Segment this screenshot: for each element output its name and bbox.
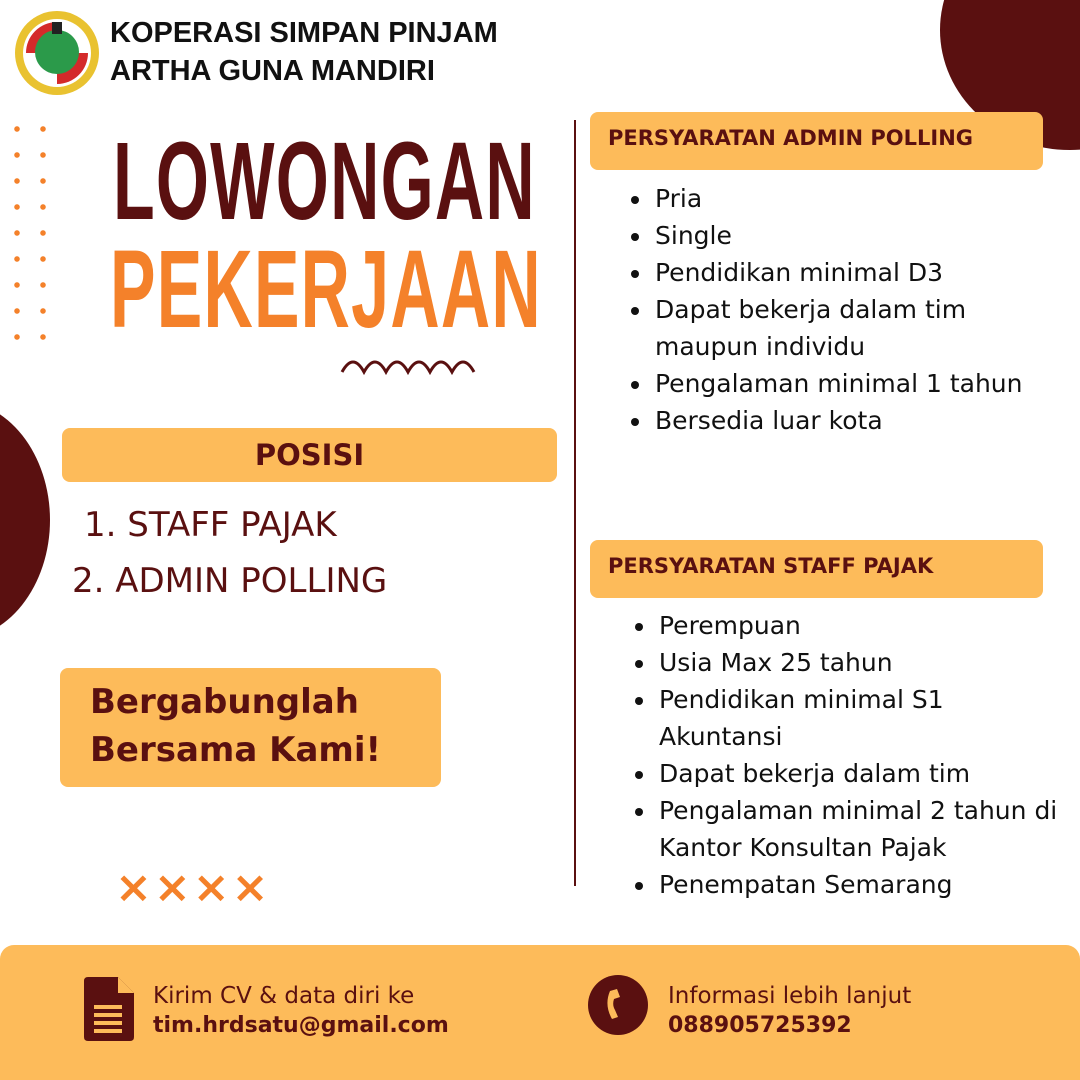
join-us-banner bbox=[60, 668, 441, 787]
req-item: Perempuan bbox=[631, 607, 1076, 644]
posisi-heading: POSISI bbox=[62, 428, 557, 482]
position-item: 1. STAFF PAJAK bbox=[84, 505, 337, 545]
brand-line-1: KOPERASI SIMPAN PINJAM bbox=[110, 17, 498, 49]
cv-label: Kirim CV & data diri ke bbox=[153, 983, 415, 1009]
req-item: Single bbox=[627, 217, 1067, 254]
phone-number[interactable]: 088905725392 bbox=[668, 1013, 852, 1038]
req-item: Dapat bekerja dalam tim maupun individu bbox=[627, 291, 1027, 365]
decor-circle-left bbox=[0, 400, 50, 640]
brand-name bbox=[110, 14, 498, 90]
req-item: Pendidikan minimal S1 Akuntansi bbox=[631, 681, 1011, 755]
crosses-decor: ×××× bbox=[115, 862, 271, 913]
title-pekerjaan: PEKERJAAN bbox=[110, 228, 542, 351]
staff-req-list bbox=[631, 607, 1076, 903]
admin-req-heading: PERSYARATAN ADMIN POLLING bbox=[590, 112, 1043, 170]
req-item: Pengalaman minimal 2 tahun di Kantor Konsultan Pajak bbox=[631, 792, 1076, 866]
decor-dots bbox=[4, 116, 64, 356]
req-item: Bersedia luar kota bbox=[627, 402, 1067, 439]
email-link[interactable]: tim.hrdsatu@gmail.com bbox=[153, 1013, 449, 1038]
position-item: 2. ADMIN POLLING bbox=[72, 561, 388, 601]
req-item: Dapat bekerja dalam tim bbox=[631, 755, 1076, 792]
zigzag-decor bbox=[340, 352, 478, 376]
req-item: Pria bbox=[627, 180, 1067, 217]
phone-icon bbox=[588, 975, 648, 1035]
req-item: Pengalaman minimal 1 tahun bbox=[627, 365, 1067, 402]
cta-line-1: Bergabunglah bbox=[90, 682, 359, 722]
footer bbox=[0, 945, 1080, 1080]
req-item: Penempatan Semarang bbox=[631, 866, 1076, 903]
positions-list bbox=[72, 497, 388, 609]
brand-line-2: ARTHA GUNA MANDIRI bbox=[110, 55, 435, 87]
title-lowongan: LOWONGAN bbox=[113, 120, 536, 243]
cta-line-2: Bersama Kami! bbox=[90, 730, 382, 770]
document-icon bbox=[84, 977, 134, 1041]
req-item: Pendidikan minimal D3 bbox=[627, 254, 1067, 291]
admin-req-list bbox=[627, 180, 1067, 439]
cv-contact bbox=[153, 981, 449, 1041]
divider bbox=[574, 120, 576, 886]
cooperative-logo bbox=[12, 8, 102, 98]
info-label: Informasi lebih lanjut bbox=[668, 983, 912, 1009]
staff-req-heading: PERSYARATAN STAFF PAJAK bbox=[590, 540, 1043, 598]
phone-contact bbox=[668, 981, 911, 1041]
req-item: Usia Max 25 tahun bbox=[631, 644, 1076, 681]
